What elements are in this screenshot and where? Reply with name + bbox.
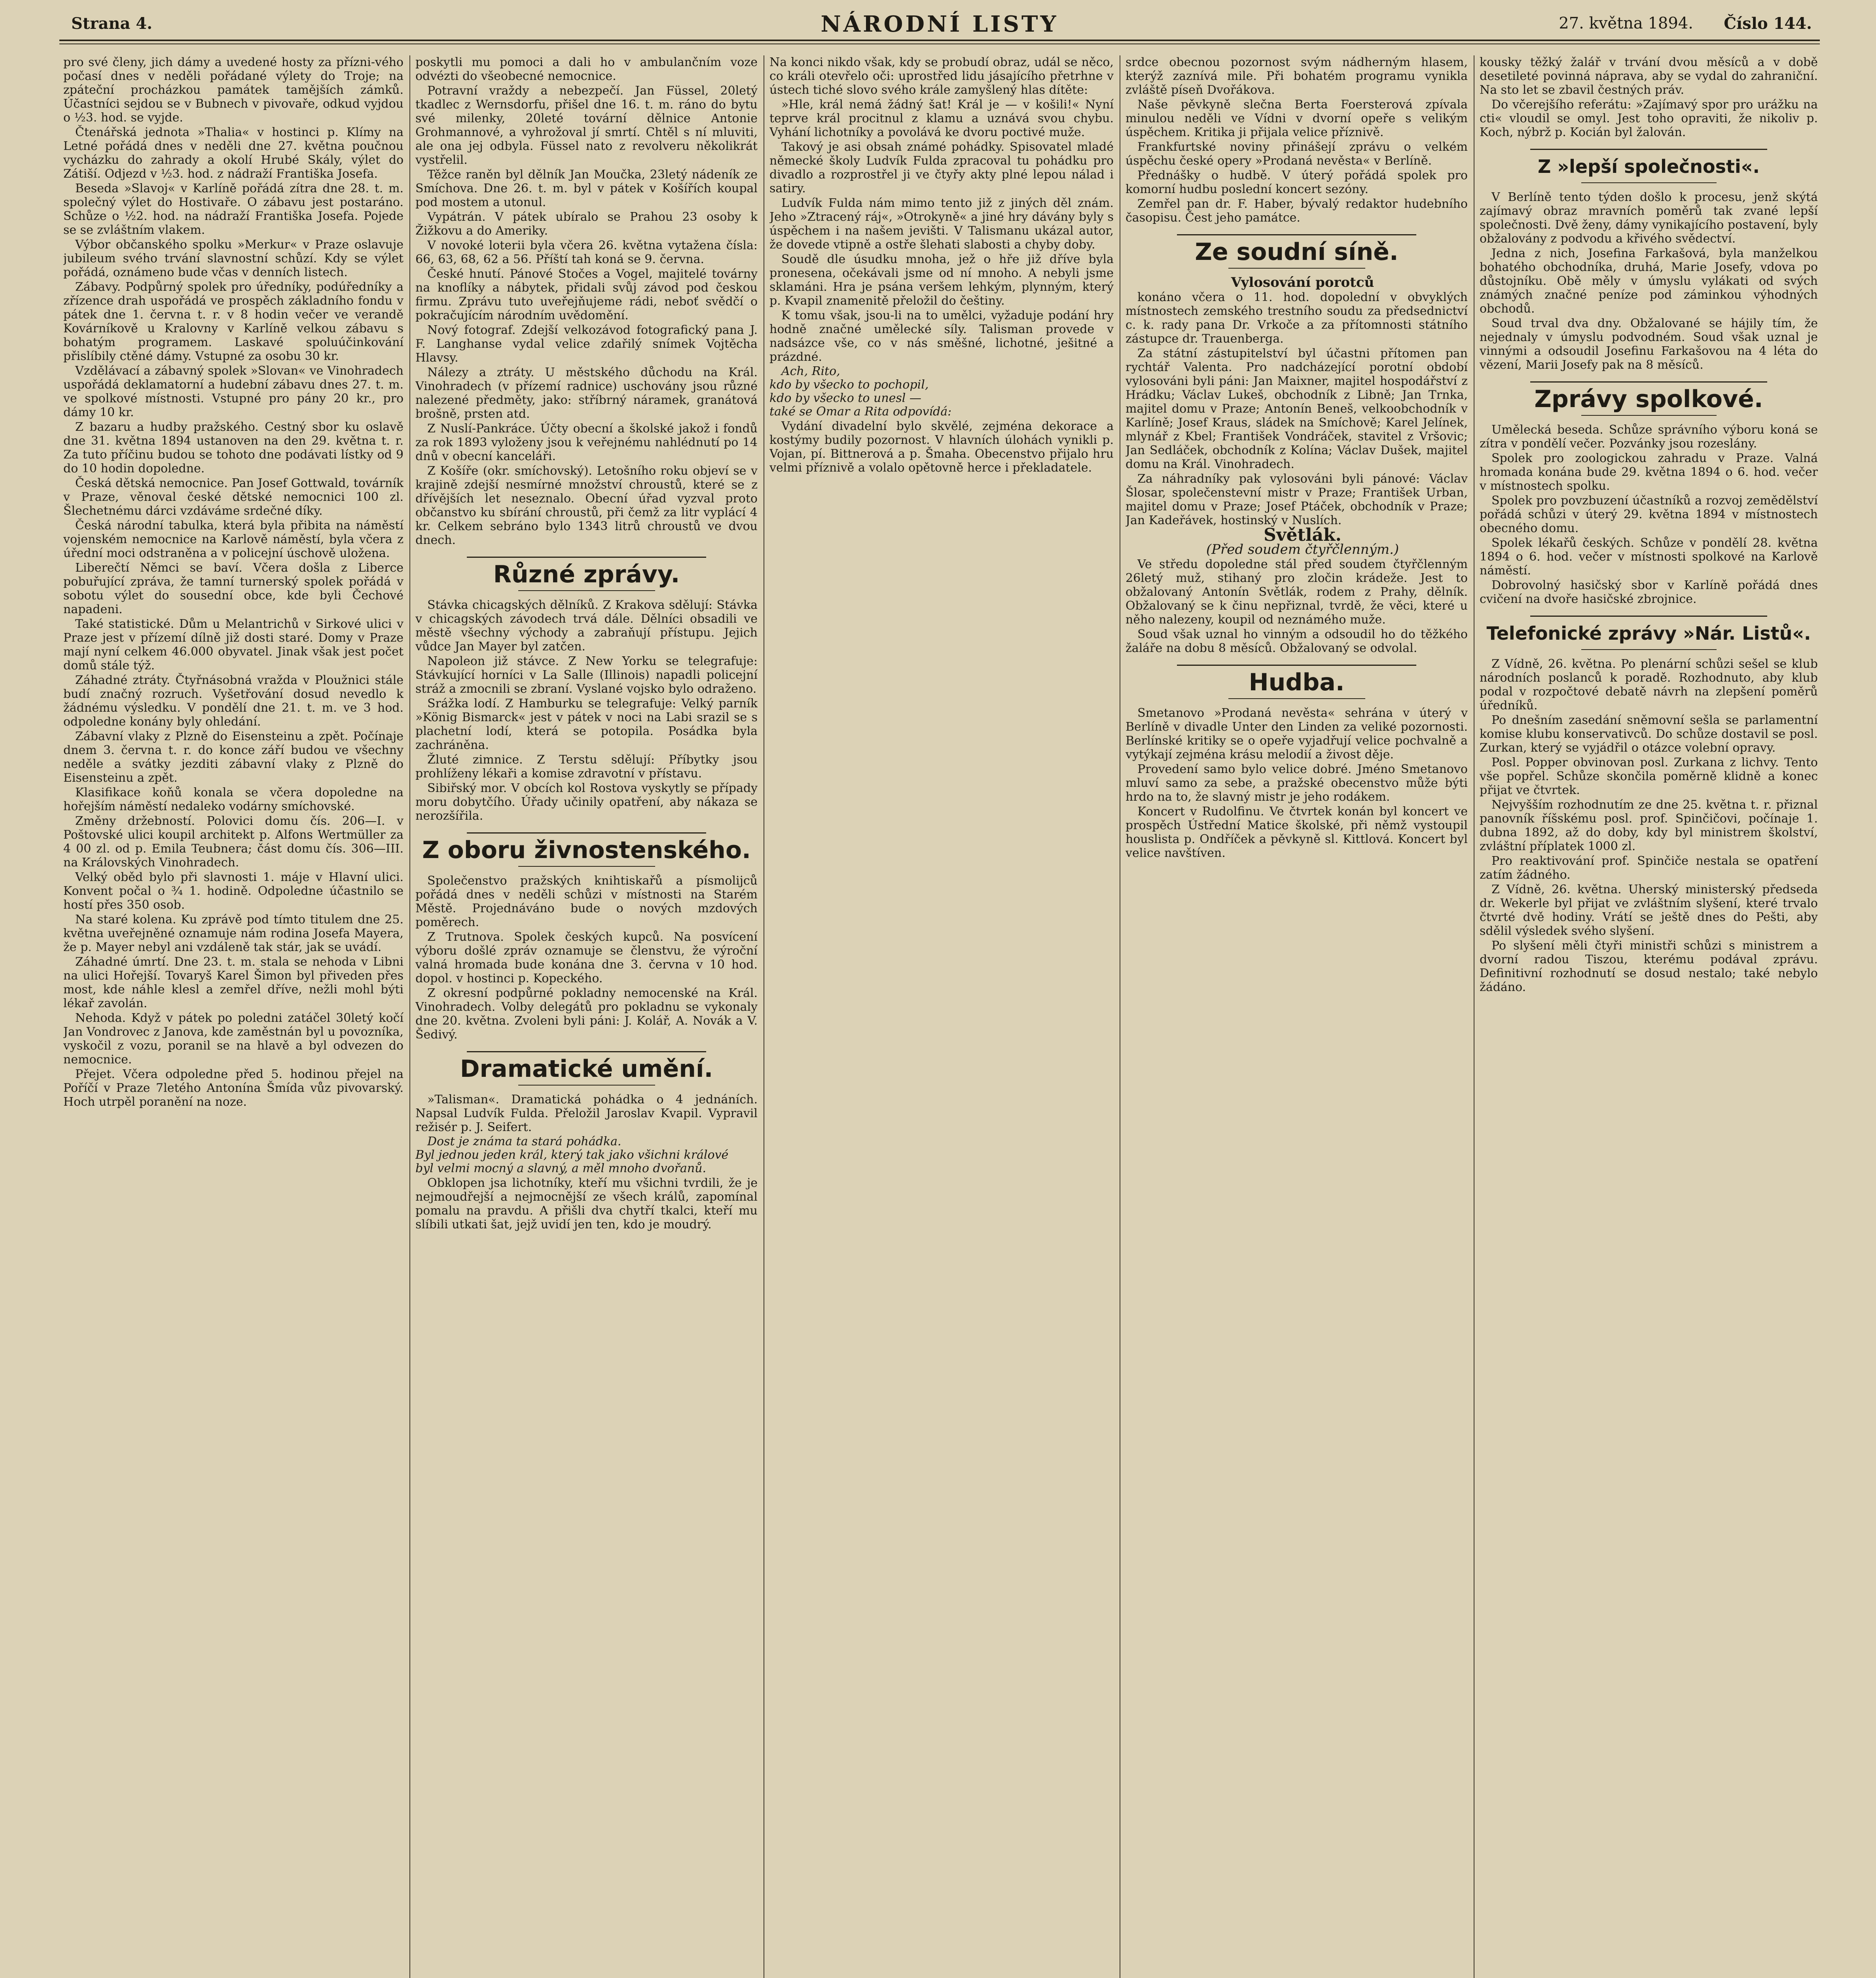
article-paragraph: Výbor občanského spolku »Merkur« v Praze oslavuje jubileum svého trvání slavnostní schůzí. Kdy se výlet pořádá, oznámeno bude včas v denních listech. [63, 238, 404, 279]
article-paragraph: Přednášky o hudbě. V úterý pořádá spolek pro komorní hudbu poslední koncert sezóny. [1126, 169, 1468, 196]
article-paragraph: Po dnešním zasedání sněmovní sešla se parlamentní komise klubu konservativců. Do schůze dostavil se posl. Zurkan, který se vyjádřil o otázce volební opravy. [1480, 713, 1818, 755]
article-paragraph: V Berlíně tento týden došlo k procesu, jenž skýtá zajímavý obraz mravních poměrů tak zvané lepší společnosti. Dvě ženy, dámy vynikajícího postavení, byly obžalovány z podvodu a křivého svědectví. [1480, 190, 1818, 246]
article-paragraph: Soud však uznal ho vinným a odsoudil ho do těžkého žaláře na dobu 8 měsíců. Obžalovaný se odvolal. [1126, 627, 1468, 655]
article-paragraph: srdce obecnou pozornost svým nádherným hlasem, kterýž zaznívá mile. Při bohatém programu vynikla zvláště píseň Dvořákova. [1126, 55, 1468, 97]
article-paragraph: Pro reaktivování prof. Spinčiče nestala se opatření zatím žádného. [1480, 854, 1818, 882]
section-title: Zprávy spolkové. [1534, 385, 1763, 413]
section-rule [518, 590, 655, 591]
section-rule [1581, 649, 1717, 650]
section-rule [467, 832, 707, 834]
article-paragraph: Smetanovo »Prodaná nevěsta« sehrána v úterý v Berlíně v divadle Unter den Linden za veliké pozornosti. Berlínské kritiky se o opeře vyjadřují velice pochvalně a vytýkají zejména krásu melodií a živost děje. [1126, 706, 1468, 762]
section-heading-soudni-sin [1126, 234, 1468, 269]
article-paragraph: Nový fotograf. Zdejší velkozávod fotografický pana J. F. Langhanse vydal velice zdařilý snímek Vojtěcha Hlavsy. [415, 323, 758, 365]
article-paragraph: Těžce raněn byl dělník Jan Moučka, 23letý nádeník ze Smíchova. Dne 26. t. m. byl v pátek v Košířích koupal pod mostem a utonul. [415, 168, 758, 209]
article-paragraph: Česká dětská nemocnice. Pan Josef Gottwald, továrník v Praze, věnoval české dětské nemocnici 100 zl. Šlechetnému dárci vzdáváme srdečné díky. [63, 476, 404, 518]
article-paragraph: Naše pěvkyně slečna Berta Foersterová zpívala minulou neděli ve Vídni v dvorní opeře s velikým úspěchem. Kritika ji přijala velice příznivě. [1126, 98, 1468, 139]
article-paragraph: kousky těžký žalář v trvání dvou měsíců a v době desetileté povinná náprava, aby se vydal do zahraniční. Na sto let se zbavil čestných práv. [1480, 55, 1818, 97]
article-paragraph: pro své členy, jich dámy a uvedené hosty za přízni-vého počasí dnes v neděli pořádané výlety do Troje; na zpáteční procházkou památek tamějších zámků. Účastníci sejdou se v Bubnech v pivovaře, odkud vyjdou o ½3. hod. se vyjde. [63, 55, 404, 125]
article-paragraph: Beseda »Slavoj« v Karlíně pořádá zítra dne 28. t. m. společný výlet do Hostivaře. O zábavu jest postaráno. Schůze o ½2. hod. na nádraží Františka Josefa. Pojede se se zvláštním vlakem. [63, 182, 404, 237]
article-paragraph: Dobrovolný hasičský sbor v Karlíně pořádá dnes cvičení na dvoře hasičské zbrojnice. [1480, 578, 1818, 606]
article-paragraph: Na staré kolena. Ku zprávě pod tímto titulem dne 25. května uveřejněné oznamuje nám rodina Josefa Mayera, že p. Mayer nebyl ani vzdáleně tak stár, jak se uvádí. [63, 913, 404, 954]
article-paragraph: Vzdělávací a zábavný spolek »Slovan« ve Vinohradech uspořádá deklamatorní a hudební zábavu dnes 27. t. m. ve spolkové místnosti. Vstupné pro pány 20 kr., pro dámy 10 kr. [63, 364, 404, 419]
section-title: Z »lepší společnosti«. [1538, 156, 1760, 177]
article-paragraph: Stávka chicagských dělníků. Z Krakova sdělují: Stávka v chicagských závodech trvá dále. Dělníci obsadili ve městě všechny východy a zabraňují přístupu. Jejich vůdce Jan Mayer byl zatčen. [415, 598, 758, 654]
article-paragraph: Z Košíře (okr. smíchovský). Letošního roku objeví se v krajině zdejší nesmírné množství chroustů, které se z dřívějších let neseznalo. Obecní úřad vyzval proto občanstvo ku sbírání chroustů, při čemž za litr vyplácí 4 kr. Celkem sebráno bylo 1343 litrů chroustů ve dvou dnech. [415, 464, 758, 547]
article-paragraph: Nálezy a ztráty. U městského důchodu na Král. Vinohradech (v přízemí radnice) uschovány jsou různé nalezené předměty, jako: stříbrný náramek, granátová brošně, prsten atd. [415, 366, 758, 421]
article-paragraph: Změny držebností. Polovici domu čís. 206—I. v Poštovské ulici koupil architekt p. Alfons Wertmüller za 4 00 zl. od p. Emila Teubnera; část domu čís. 306—III. na Královských Vinohradech. [63, 814, 404, 870]
article-paragraph: Napoleon již stávce. Z New Yorku se telegrafuje: Stávkující horníci v La Salle (Illinois) napadli policejní stráž a zmocnili se zbraní. Vyslané vojsko bylo odraženo. [415, 654, 758, 696]
section-rule [1581, 415, 1717, 416]
article-paragraph: Takový je asi obsah známé pohádky. Spisovatel mladé německé školy Ludvík Fulda zpracoval tu pohádku pro divadlo a rozprostřel ji ve čtyřy akty plné lepou nálad i satiry. [769, 140, 1114, 195]
section-heading-zivnost [415, 832, 758, 867]
article-paragraph: Společenstvo pražských knihtiskařů a písmolijců pořádá dnes v neděli schůzi v místnosti na Starém Městě. Projednáváno bude o nových mzdových poměrech. [415, 874, 758, 929]
article-paragraph: Velký oběd bylo při slavnosti 1. máje v Hlavní ulici. Konvent počal o ¾ 1. hodině. Odpoledne účastnilo se hostí přes 350 osob. [63, 870, 404, 912]
masthead [59, 11, 1820, 39]
section-title: Ze soudní síně. [1195, 238, 1398, 266]
section-rule [467, 1051, 707, 1052]
article-paragraph: Z Nuslí-Pankráce. Účty obecní a školské jakož i fondů za rok 1893 vyloženy jsou k veřejnému nahlédnutí po 14 dnů v obecní kanceláři. [415, 422, 758, 463]
section-title: Hudba. [1249, 669, 1345, 696]
article-paragraph: Po slyšení měli čtyři ministři schůzi s ministrem a dvorní radou Tiszou, kterému podával zprávu. Definitivní rozhodnutí se dosud nestalo; také nebylo žádáno. [1480, 939, 1818, 994]
article-paragraph: České hnutí. Pánové Stočes a Vogel, majitelé továrny na knoflíky a nábytek, přidali svůj závod pod českou firmu. Zprávu tuto uveřejňujeme rádi, neboť svědčí o pokračujícím národním uvědomění. [415, 267, 758, 322]
section-rule [518, 1085, 655, 1086]
article-paragraph: Za státní zástupitelství byl účastni přítomen pan rychtář Valenta. Pro nadcházející porotní období vylosováni byli páni: Jan Maixner, majitel hospodářství z Hrádku; Václav Lukeš, obchodník z Libně; Jan Trnka, majitel domu v Praze; Antonín Beneš, velkoobchodník v Karlíně; Josef Kraus, sládek na Smíchově; Karel Jelínek, mlynář z Kbel; František Vondráček, stavitel z Vršovic; Jan Sedláček, obchodník z Kolína; Václav Dušek, majitel domu na Král. Vinohradech. [1126, 347, 1468, 471]
article-paragraph: Záhadné úmrtí. Dne 23. t. m. stala se nehoda v Libni na ulici Hořejší. Tovaryš Karel Šimon byl přiveden přes most, kde náhle klesl a zemřel dříve, nežli mohl býti lékař zavolán. [63, 955, 404, 1010]
article-paragraph: Za náhradníky pak vylosováni byli pánové: Václav Šlosar, společenstevní mistr v Praze; František Urban, majitel domu v Praze; Josef Ptáček, obchodník v Praze; Jan Kadeřávek, hostinský v Nuslích. [1126, 472, 1468, 527]
article-paragraph: Soudě dle úsudku mnoha, jež o hře již dříve byla pronesena, očekávali jsme od ní mnoho. A nebyli jsme sklamáni. Hra je psána veršem lehkým, plynným, který p. Kvapil znamenitě přeložil do češtiny. [769, 252, 1114, 308]
column-3 [769, 55, 1114, 1978]
article-paragraph: Vydání divadelní bylo skvělé, zejména dekorace a kostýmy budily pozornost. V hlavních úlohách vynikli p. Vojan, pí. Bittnerová a p. Šmaha. Obecenstvo přijalo hru velmi příznivě a volalo opětovně herce i překladatele. [769, 419, 1114, 475]
article-paragraph: Záhadné ztráty. Čtyřnásobná vražda v Ploužnici stále budí značný rozruch. Vyšetřování dosud nevedlo k žádnému výsledku. V pondělí dne 21. t. m. ve 3 hod. odpoledne konány byly ohledání. [63, 673, 404, 729]
section-title: Dramatické umění. [460, 1055, 713, 1083]
article-paragraph: Žluté zimnice. Z Terstu sdělují: Příbytky jsou prohlíženy lékaři a komise zdravotní v přístavu. [415, 753, 758, 781]
article-paragraph: Zábavní vlaky z Plzně do Eisensteinu a zpět. Počínaje dnem 3. června t. r. do konce září budou ve všechny neděle a svátky jezditi zábavní vlaky z Plzně do Eisensteinu a zpět. [63, 729, 404, 785]
article-headline: Světlák. [1264, 525, 1342, 545]
issue-date: 27. května 1894. [1559, 14, 1693, 32]
article-paragraph: Spolek pro povzbuzení účastníků a rozvoj zemědělství pořádá schůzi v úterý 29. května 1894 v místnostech obecného domu. [1480, 494, 1818, 535]
article-paragraph: Přejet. Včera odpoledne před 5. hodinou přejel na Poříčí v Praze 7letého Antonína Šmída vůz pivovarský. Hoch utrpěl poranění na noze. [63, 1067, 404, 1109]
section-rule [1228, 268, 1365, 269]
article-subheadline: (Před soudem čtyřčlenným.) [1206, 542, 1399, 557]
article-paragraph: Potravní vraždy a nebezpečí. Jan Füssel, 20letý tkadlec z Wernsdorfu, přišel dne 16. t. m. ráno do bytu své milenky, 20leté tovární dělnice Antonie Grohmannové, a vyhrožoval jí smrtí. Chtěl s ní mluviti, ale ona jej odbyla. Füssel nato z revolveru několikrát vystřelil. [415, 84, 758, 167]
verse-excerpt: Dost je známa ta stará pohádka. Byl jednou jeden král, který tak jako všichni králové byl velmi mocný a slavný, a měl mnoho dvořanů. [415, 1135, 729, 1175]
section-rule [1530, 149, 1767, 150]
masthead-rule [59, 40, 1820, 41]
issue-number: Číslo 144. [1724, 14, 1812, 33]
article-paragraph: Do včerejšího referátu: »Zajímavý spor pro urážku na cti« vloudil se omyl. Jest toho opraviti, že nikoliv p. Koch, nýbrž p. Kocián byl žalován. [1480, 98, 1818, 139]
article-paragraph: konáno včera o 11. hod. dopolední v obvyklých místnostech zemského trestního soudu za předsednictví c. k. rady pana Dr. Vrkoče a za přítomnosti státního zástupce dr. Trauenberga. [1126, 290, 1468, 346]
article-paragraph: »Talisman«. Dramatická pohádka o 4 jednáních. Napsal Ludvík Fulda. Přeložil Jaroslav Kvapil. Vypravil režisér p. J. Seifert. [415, 1093, 758, 1134]
article-paragraph: V novoké loterii byla včera 26. května vytažena čísla: 66, 63, 68, 62 a 56. Příští tah koná se 9. června. [415, 239, 758, 266]
section-rule [1177, 234, 1417, 235]
article-paragraph: Zábavy. Podpůrný spolek pro úředníky, podúředníky a zřízence drah uspořádá ve prospěch základního fondu v pátek dne 1. června t. r. v 8 hodin večer ve verandě Kovárníkově u Kralovny v Karlíně velkou zábavu s bohatým programem. Laskavé spoluúčinkování přislíbily ctěné dámy. Vstupné za osobu 30 kr. [63, 280, 404, 363]
section-title: Telefonické zprávy »Nár. Listů«. [1486, 623, 1811, 644]
section-heading-lepsi-spolecnost [1480, 149, 1818, 183]
column-2 [415, 55, 758, 1978]
article-paragraph: Provedení samo bylo velice dobré. Jméno Smetanovo mluví samo za sebe, a pražské obecenstvo může býti hrdo na to, že slavný mistr je jeho rodákem. [1126, 762, 1468, 804]
section-rule [1581, 182, 1717, 183]
section-rule [1177, 665, 1417, 666]
article-paragraph: Umělecká beseda. Schůze správního výboru koná se zítra v pondělí večer. Pozvánky jsou rozeslány. [1480, 423, 1818, 451]
article-paragraph: Z bazaru a hudby pražského. Cestný sbor ku oslavě dne 31. května 1894 ustanoven na den 29. května t. r. Za tuto příčinu budou se tohoto dne podávati lístky od 9 do 10 hodin dopoledne. [63, 420, 404, 476]
page-label: Strana 4. [71, 14, 153, 33]
newspaper-title: NÁRODNÍ LISTY [821, 11, 1059, 37]
article-paragraph: Nejvyšším rozhodnutím ze dne 25. května t. r. přiznal panovník říšskému posl. prof. Spinčičovi, počínaje 1. dubna 1892, až do doby, kdy byl ministrem školství, zvláštní příplatek 1000 zl. [1480, 798, 1818, 853]
article-paragraph: Jedna z nich, Josefina Farkašová, byla manželkou bohatého obchodníka, druhá, Marie Josefy, vdova po důstojníku. Obě měly v úmyslu vylákati od svých známých značné peníze pod záminkou výhodných obchodů. [1480, 246, 1818, 316]
article-paragraph: Ve středu dopoledne stál před soudem čtyřčlenným 26letý muž, stihaný pro zločin krádeže. Jest to obžalovaný Antonín Světlák, rodem z Prahy, dělník. Obžalovaný se k činu nepřiznal, tvrdě, že věci, které u něho nalezeny, koupil od neznámého muže. [1126, 557, 1468, 627]
article-paragraph: Posl. Popper obvinovan posl. Zurkana z lichvy. Tento vše popřel. Schůze skončila poměrně klidně a konec přijat ve čtvrtek. [1480, 756, 1818, 797]
section-heading-telefonicke-zpravy [1480, 616, 1818, 650]
column-5 [1480, 55, 1818, 1978]
section-rule [1530, 616, 1767, 617]
article-paragraph: Soud trval dva dny. Obžalované se hájily tím, že nejednaly v úmyslu podvodném. Soud však uznal je vinnými a odsoudil Josefinu Farkašovou na 4 léta do vězení, Marii Josefy pak na 8 měsíců. [1480, 316, 1818, 372]
article-paragraph: Klasifikace koňů konala se včera dopoledne na hořejším náměstí nedaleko vodárny smíchovské. [63, 786, 404, 813]
article-paragraph: »Hle, král nemá žádný šat! Král je — v košili!« Nyní teprve král procitnul z klamu a uznává svou chybu. Vyhání lichotníky a povolává ke dvoru poctivé muže. [769, 98, 1114, 139]
article-paragraph: Nehoda. Když v pátek po poledni zatáčel 30letý kočí Jan Vondrovec z Janova, kde zaměstnán byl u povozníka, vyskočil z vozu, poranil se na hlavě a byl odvezen do nemocnice. [63, 1011, 404, 1067]
section-title: Z oboru živnostenského. [422, 836, 751, 864]
column-divider [409, 55, 410, 1978]
article-paragraph: Z okresní podpůrné pokladny nemocenské na Král. Vinohradech. Volby delegátů pro pokladnu se vykonaly dne 20. května. Zvoleni byli páni: J. Kolář, A. Novák a V. Šedivý. [415, 986, 758, 1042]
article-paragraph: Sibiřský mor. V obcích kol Rostova vyskytly se případy moru dobytčího. Úřady učinily opatření, aby nákaza se nerozšířila. [415, 781, 758, 823]
article-paragraph: Vypátrán. V pátek ubíralo se Prahou 23 osoby k Žižkovu a do Ameriky. [415, 210, 758, 238]
article-headline: Vylosování porotců [1231, 275, 1374, 290]
article-paragraph: Koncert v Rudolfinu. Ve čtvrtek konán byl koncert ve prospěch Ústřední Matice školské, při němž vystoupil houslista p. Ondříček a pěvkyně sl. Kittlová. Koncert byl velice navštíven. [1126, 805, 1468, 860]
column-1 [63, 55, 404, 1978]
section-title: Různé zprávy. [493, 561, 680, 588]
article-paragraph: Také statistické. Dům u Melantrichů v Sirkové ulici v Praze jest v přízemí dílně již dosti staré. Domy v Praze mají nyní celkem 46.000 obyvatel. Jinak však jest počet domů stále týž. [63, 617, 404, 673]
section-heading-hudba [1126, 665, 1468, 699]
article-paragraph: Spolek pro zoologickou zahradu v Praze. Valná hromada konána bude 29. května 1894 o 6. hod. večer v místnostech spolku. [1480, 451, 1818, 493]
article-paragraph: Na konci nikdo však, kdy se probudí obraz, udál se něco, co králi otevřelo oči: uprostřed lidu jásajícího přetrhne v ústech tiché slovo svého krále zamyšlený hlas dítěte: [769, 55, 1114, 97]
article-paragraph: K tomu však, jsou-li na to umělci, vyžaduje podání hry hodně značné umělecké síly. Talisman provede v nadsázce vše, co v nás směšné, lichotné, ješitné a prázdné. [769, 309, 1114, 364]
article-paragraph: Srážka lodí. Z Hamburku se telegrafuje: Velký parník »König Bismarck« jest v pátek v noci na Labi srazil se s plachetní lodí, která se potopila. Posádka byla zachráněna. [415, 697, 758, 752]
article-paragraph: Liberečtí Němci se baví. Včera došla z Liberce pobuřující zpráva, že tamní turnerský spolek pořádá v sobotu výlet do sousední obce, kde byli Čechové napadeni. [63, 561, 404, 616]
article-paragraph: Česká národní tabulka, která byla přibita na náměstí vojenském nemocnice na Karlově náměstí, byla včera z úřední moci odstraněna a v policejní úschově uložena. [63, 519, 404, 560]
article-paragraph: Čtenářská jednota »Thalia« v hostinci p. Klímy na Letné pořádá dnes v neděli dne 27. května poučnou vycházku do zahrady a okolí Hrubé Skály, výlet do Zátiší. Odjezd v ½3. hod. z nádraží Františka Josefa. [63, 125, 404, 181]
article-paragraph: Spolek lékařů českých. Schůze v pondělí 28. května 1894 o 6. hod. večer v místnosti spolkové na Karlově náměstí. [1480, 536, 1818, 578]
article-paragraph: Obklopen jsa lichotníky, kteří mu všichni tvrdili, že je nejmoudřejší a nejmocnější ze všech králů, zapomínal pomalu na pravdu. A přišli dva chytří tkalci, kteří mu slíbili utkati šat, jejž uvidí jen ten, kdo je moudrý. [415, 1176, 758, 1232]
article-paragraph: Zemřel pan dr. F. Haber, bývalý redaktor hudebního časopisu. Čest jeho památce. [1126, 197, 1468, 225]
section-heading-ruzne [415, 557, 758, 591]
section-heading-dramaticke-umeni [415, 1051, 758, 1086]
article-paragraph: Frankfurtské noviny přinášejí zprávu o velkém úspěchu české opery »Prodaná nevěsta« v Berlíně. [1126, 140, 1468, 168]
article-paragraph: poskytli mu pomoci a dali ho v ambulančním voze odvézti do všeobecné nemocnice. [415, 55, 758, 83]
column-4 [1126, 55, 1468, 1978]
section-rule [1530, 381, 1767, 383]
section-rule [518, 866, 655, 867]
section-rule [467, 557, 707, 558]
article-paragraph: Ludvík Fulda nám mimo tento již z jiných děl znám. Jeho »Ztracený ráj«, »Otrokyně« a jiné hry dávány byly s úspěchem i na našem jevišti. V Talismanu ukázal autor, že dovede vtipně a ostře šlehati slabosti a chyby doby. [769, 196, 1114, 252]
article-paragraph: Z Vídně, 26. května. Po plenární schůzi sešel se klub národních poslanců k poradě. Rozhodnuto, aby klub podal v rozpočtové debatě návrh na zlepšení poměrů úředníků. [1480, 657, 1818, 712]
section-rule [1228, 698, 1365, 699]
article-paragraph: Z Vídně, 26. května. Uherský ministerský předseda dr. Wekerle byl přijat ve zvláštním slyšení, které trvalo čtvrté dvě hodiny. Vrátí se ještě dnes do Pešti, aby sdělil výsledek svého slyšení. [1480, 883, 1818, 938]
verse-excerpt: Ach, Rito, kdo by všecko to pochopil, kdo by všecko to unesl — také se Omar a Rita odpovídá: [769, 364, 952, 419]
article-paragraph: Z Trutnova. Spolek českých kupců. Na posvícení výboru došlé zpráv oznamuje se členstvu, že výroční valná hromada bude konána dne 3. června v 10 hod. dopol. v hostinci p. Kopeckého. [415, 930, 758, 985]
section-heading-zpravy-spolkove [1480, 381, 1818, 416]
